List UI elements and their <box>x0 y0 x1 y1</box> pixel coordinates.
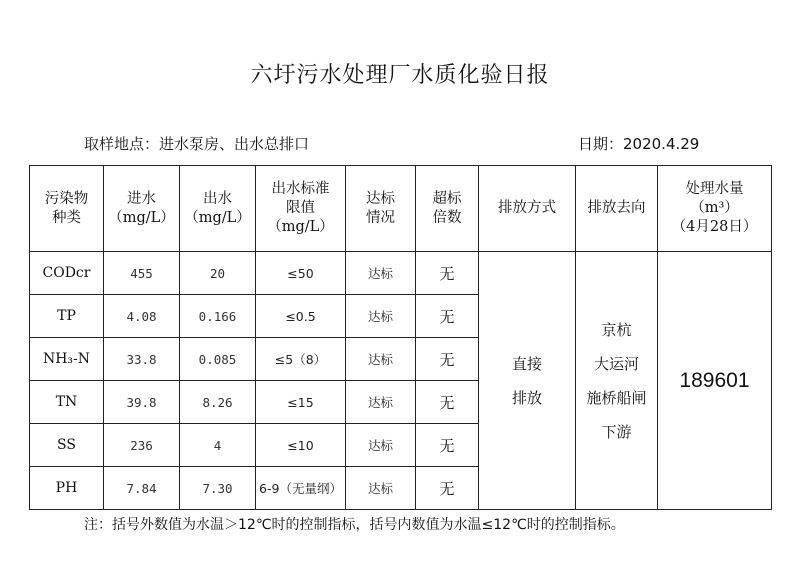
header-discharge-dest: 排放去向 <box>576 166 658 252</box>
exceed-value: 无 <box>416 295 479 338</box>
inflow-value: 455 <box>104 252 180 295</box>
header-row <box>30 166 772 252</box>
outflow-value: 8.26 <box>180 381 256 424</box>
outflow-value: 20 <box>180 252 256 295</box>
water-quality-table <box>29 165 772 510</box>
pollutant-name: PH <box>30 467 104 510</box>
exceed-value: 无 <box>416 467 479 510</box>
inflow-value: 4.08 <box>104 295 180 338</box>
header-volume: 处理水量 （m³） （4月28日） <box>658 166 772 252</box>
header-outflow: 出水 （mg/L） <box>180 166 256 252</box>
header-status: 达标 情况 <box>346 166 416 252</box>
pollutant-name: SS <box>30 424 104 467</box>
report-title: 六圩污水处理厂水质化验日报 <box>250 63 550 88</box>
status-value: 达标 <box>346 295 416 338</box>
discharge-destination: 京杭 大运河 施桥船闸 下游 <box>576 252 658 510</box>
outflow-value: 4 <box>180 424 256 467</box>
header-pollutant: 污染物 种类 <box>30 166 104 252</box>
table-row <box>30 252 772 295</box>
limit-value: 6-9（无量纲） <box>256 467 346 510</box>
header-discharge-method: 排放方式 <box>479 166 576 252</box>
pollutant-name: TN <box>30 381 104 424</box>
limit-value: ≤50 <box>256 252 346 295</box>
limit-value: ≤0.5 <box>256 295 346 338</box>
outflow-value: 7.30 <box>180 467 256 510</box>
outflow-value: 0.166 <box>180 295 256 338</box>
status-value: 达标 <box>346 338 416 381</box>
pollutant-name: TP <box>30 295 104 338</box>
header-exceed: 超标 倍数 <box>416 166 479 252</box>
outflow-value: 0.085 <box>180 338 256 381</box>
header-inflow: 进水 （mg/L） <box>104 166 180 252</box>
exceed-value: 无 <box>416 424 479 467</box>
exceed-value: 无 <box>416 338 479 381</box>
status-value: 达标 <box>346 381 416 424</box>
status-value: 达标 <box>346 252 416 295</box>
sampling-location: 取样地点：进水泵房、出水总排口 <box>84 135 310 153</box>
exceed-value: 无 <box>416 381 479 424</box>
limit-value: ≤10 <box>256 424 346 467</box>
pollutant-name: NH₃-N <box>30 338 104 381</box>
inflow-value: 7.84 <box>104 467 180 510</box>
inflow-value: 33.8 <box>104 338 180 381</box>
status-value: 达标 <box>346 424 416 467</box>
limit-value: ≤5（8） <box>256 338 346 381</box>
inflow-value: 39.8 <box>104 381 180 424</box>
limit-value: ≤15 <box>256 381 346 424</box>
pollutant-name: CODcr <box>30 252 104 295</box>
footnote: 注：括号外数值为水温＞12℃时的控制指标，括号内数值为水温≤12℃时的控制指标。 <box>84 517 625 533</box>
report-date: 日期：2020.4.29 <box>578 135 700 153</box>
status-value: 达标 <box>346 467 416 510</box>
discharge-method: 直接 排放 <box>479 252 576 510</box>
exceed-value: 无 <box>416 252 479 295</box>
header-limit: 出水标准 限值 （mg/L） <box>256 166 346 252</box>
inflow-value: 236 <box>104 424 180 467</box>
treated-volume: 189601 <box>658 252 772 510</box>
